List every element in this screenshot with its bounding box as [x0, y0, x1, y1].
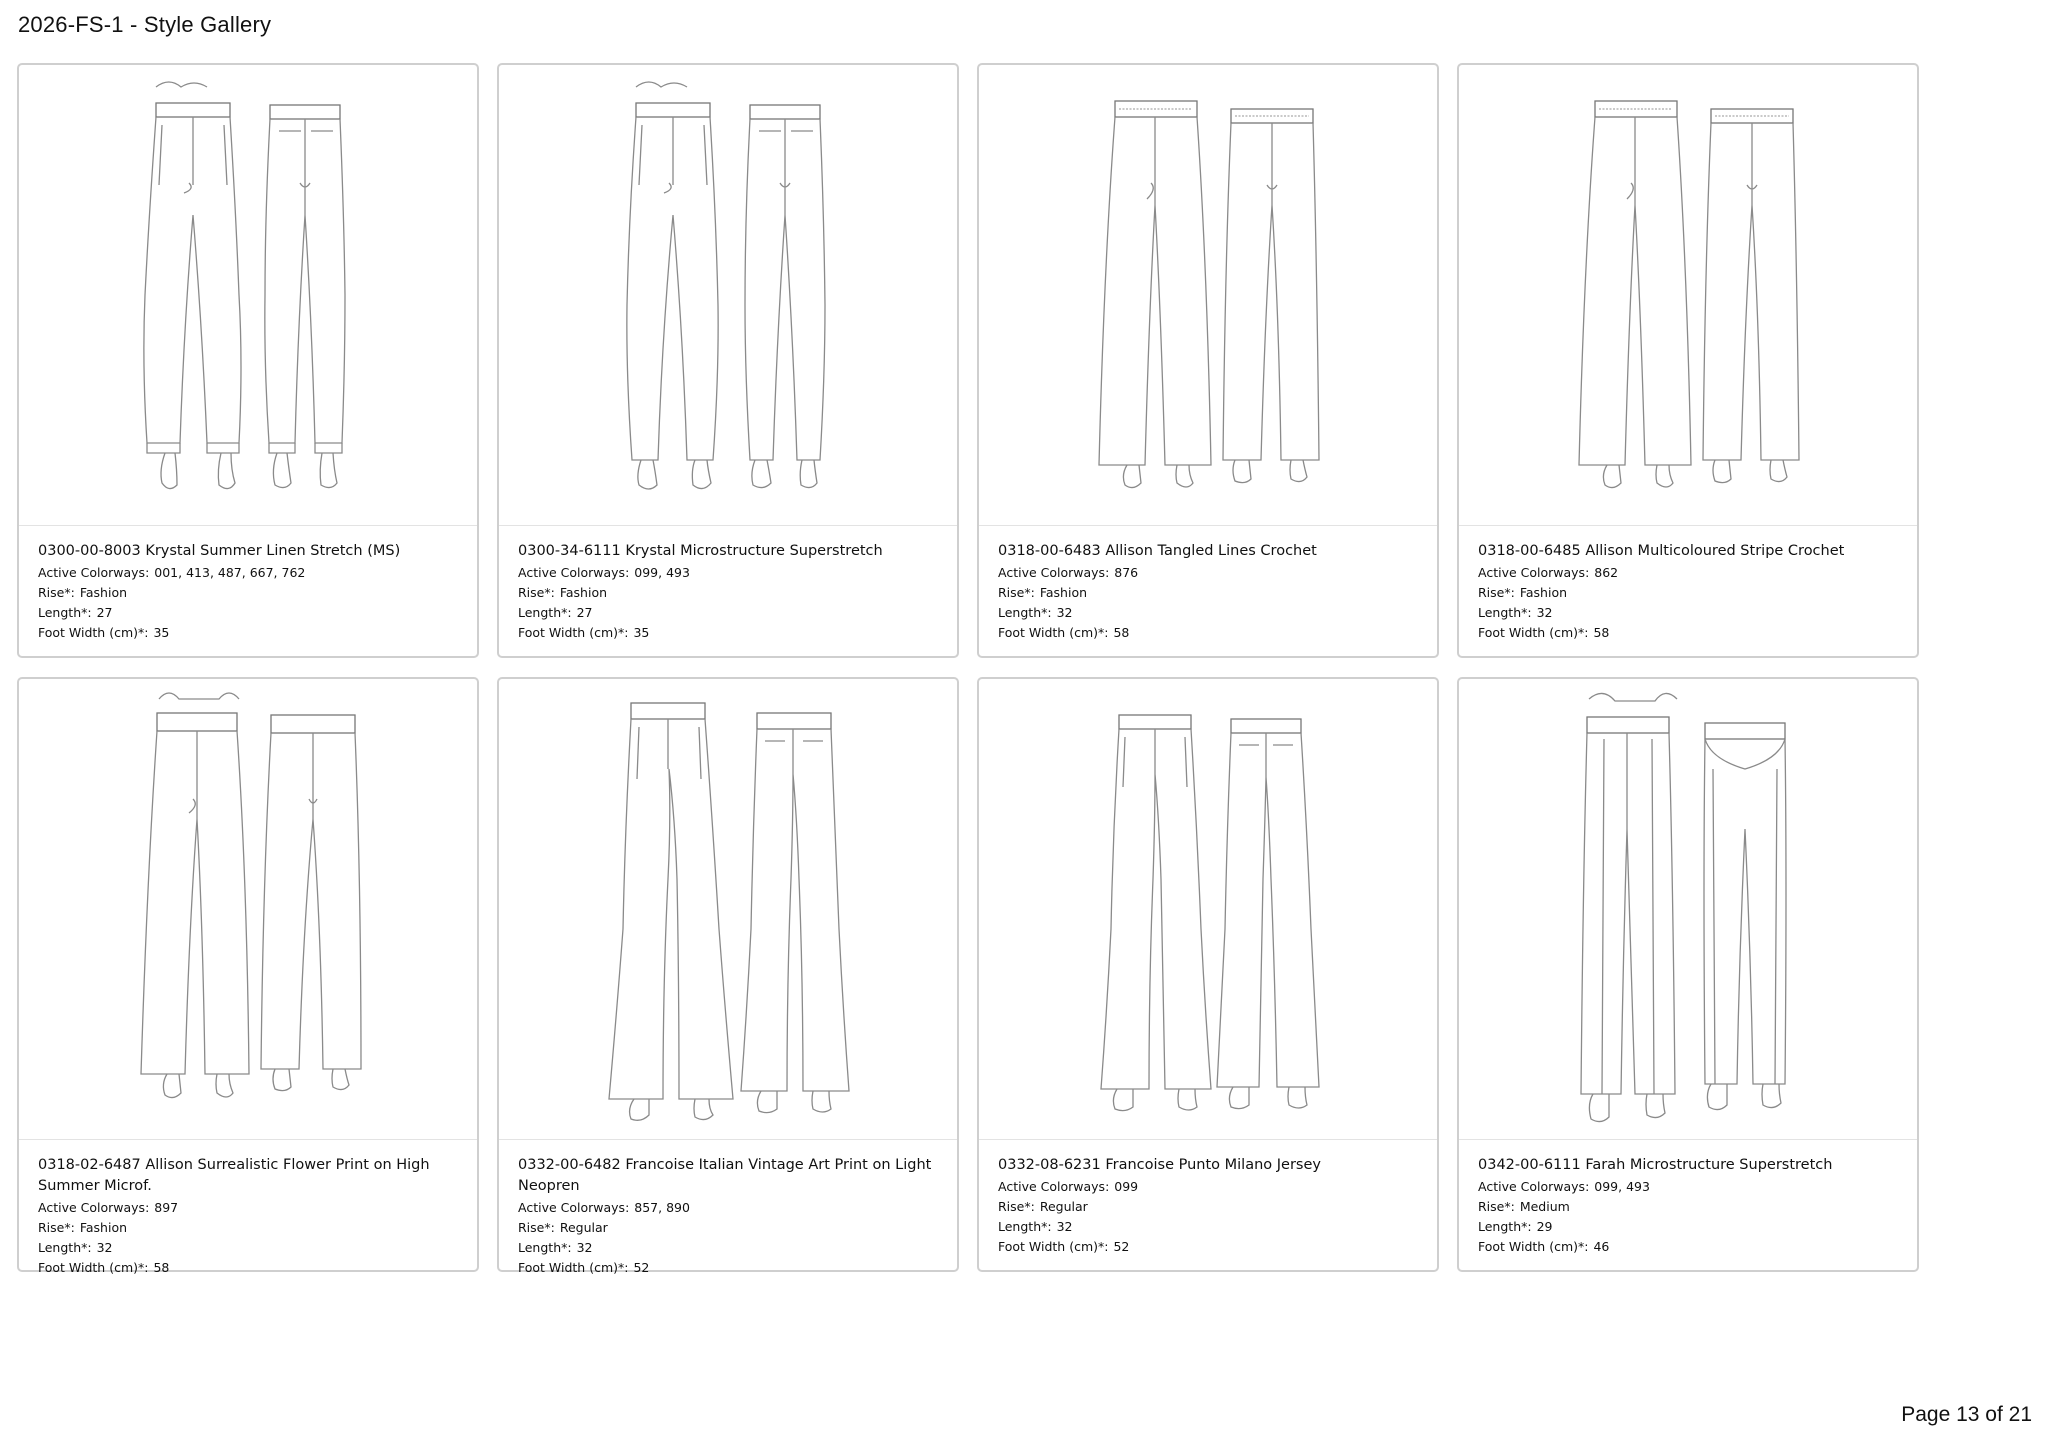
style-card[interactable] — [17, 63, 479, 658]
colorways-value: 099, 493 — [1594, 1179, 1650, 1194]
rise-row — [518, 1218, 943, 1238]
card-info — [38, 541, 463, 643]
length-row — [38, 1238, 463, 1258]
rise-label: Rise*: — [998, 1199, 1035, 1214]
rise-value: Fashion — [79, 1220, 128, 1235]
card-info — [518, 541, 943, 643]
colorways-label: Active Colorways: — [1478, 565, 1590, 580]
style-card[interactable] — [977, 63, 1439, 658]
wide-leg-trousers-icon — [1459, 65, 1917, 525]
rise-row — [1478, 1197, 1903, 1217]
tapered-trousers-icon — [499, 65, 957, 525]
foot-width-value: 35 — [633, 625, 650, 640]
style-title: 0332-08-6231 Francoise Punto Milano Jersey — [998, 1157, 1321, 1173]
card-divider — [979, 1139, 1437, 1140]
style-card[interactable] — [977, 677, 1439, 1272]
colorways-value: 857, 890 — [634, 1200, 690, 1215]
straight-seamed-trousers-icon — [1459, 679, 1917, 1139]
style-card[interactable] — [1457, 63, 1919, 658]
length-row — [998, 603, 1423, 623]
length-row — [998, 1217, 1423, 1237]
style-title: 0300-34-6111 Krystal Microstructure Superstretch — [518, 543, 883, 559]
wide-leg-trousers-icon — [19, 679, 477, 1139]
rise-row — [998, 583, 1423, 603]
length-value: 32 — [1056, 605, 1073, 620]
card-info — [1478, 1155, 1903, 1257]
style-title: 0318-02-6487 Allison Surrealistic Flower Print on High Summer Microf. — [38, 1157, 430, 1194]
foot-width-row — [518, 1258, 943, 1278]
colorways-row — [998, 563, 1423, 583]
tapered-cuffed-trousers-icon — [19, 65, 477, 525]
card-divider — [19, 525, 477, 526]
card-divider — [499, 1139, 957, 1140]
card-info — [518, 1155, 943, 1278]
card-info — [998, 541, 1423, 643]
rise-value: Medium — [1519, 1199, 1570, 1214]
foot-width-row — [998, 1237, 1423, 1257]
foot-width-label: Foot Width (cm)*: — [1478, 625, 1589, 640]
rise-value: Fashion — [1039, 585, 1088, 600]
style-card[interactable] — [17, 677, 479, 1275]
card-divider — [499, 525, 957, 526]
length-label: Length*: — [38, 605, 92, 620]
length-row — [518, 1238, 943, 1258]
colorways-label: Active Colorways: — [38, 1200, 150, 1215]
foot-width-row — [518, 623, 943, 643]
foot-width-label: Foot Width (cm)*: — [38, 625, 149, 640]
page-number: Page 13 of 21 — [1901, 1403, 2032, 1426]
length-row — [518, 603, 943, 623]
colorways-row — [518, 1198, 943, 1218]
foot-width-label: Foot Width (cm)*: — [38, 1260, 149, 1275]
style-title: 0300-00-8003 Krystal Summer Linen Stretch (MS) — [38, 543, 401, 559]
rise-label: Rise*: — [1478, 585, 1515, 600]
rise-label: Rise*: — [38, 585, 75, 600]
colorways-value: 862 — [1594, 565, 1619, 580]
rise-label: Rise*: — [998, 585, 1035, 600]
foot-width-label: Foot Width (cm)*: — [998, 625, 1109, 640]
rise-value: Fashion — [559, 585, 608, 600]
card-divider — [979, 525, 1437, 526]
card-divider — [19, 1139, 477, 1140]
colorways-row — [38, 563, 463, 583]
flared-trousers-icon — [499, 679, 957, 1139]
colorways-value: 099 — [1114, 1179, 1139, 1194]
length-label: Length*: — [998, 1219, 1052, 1234]
colorways-label: Active Colorways: — [998, 565, 1110, 580]
page-title: 2026-FS-1 - Style Gallery — [18, 12, 272, 37]
card-info — [38, 1155, 463, 1278]
colorways-value: 876 — [1114, 565, 1139, 580]
style-title: 0318-00-6483 Allison Tangled Lines Crochet — [998, 543, 1317, 559]
length-row — [1478, 1217, 1903, 1237]
length-value: 27 — [96, 605, 113, 620]
length-label: Length*: — [1478, 1219, 1532, 1234]
foot-width-row — [38, 623, 463, 643]
colorways-row — [998, 1177, 1423, 1197]
rise-label: Rise*: — [518, 1220, 555, 1235]
foot-width-value: 58 — [1593, 625, 1610, 640]
foot-width-label: Foot Width (cm)*: — [518, 625, 629, 640]
card-divider — [1459, 1139, 1917, 1140]
card-info — [998, 1155, 1423, 1257]
rise-label: Rise*: — [518, 585, 555, 600]
rise-value: Regular — [559, 1220, 608, 1235]
flared-trousers-icon — [979, 679, 1437, 1139]
foot-width-row — [1478, 623, 1903, 643]
foot-width-label: Foot Width (cm)*: — [518, 1260, 629, 1275]
foot-width-label: Foot Width (cm)*: — [998, 1239, 1109, 1254]
style-title: 0332-00-6482 Francoise Italian Vintage Art Print on Light Neopren — [518, 1157, 932, 1194]
style-card[interactable] — [497, 63, 959, 658]
rise-value: Fashion — [1519, 585, 1568, 600]
length-row — [1478, 603, 1903, 623]
rise-label: Rise*: — [1478, 1199, 1515, 1214]
foot-width-row — [38, 1258, 463, 1278]
foot-width-value: 52 — [633, 1260, 650, 1275]
colorways-row — [1478, 1177, 1903, 1197]
foot-width-row — [998, 623, 1423, 643]
colorways-row — [38, 1198, 463, 1218]
style-title: 0342-00-6111 Farah Microstructure Superstretch — [1478, 1157, 1833, 1173]
foot-width-label: Foot Width (cm)*: — [1478, 1239, 1589, 1254]
length-value: 32 — [1536, 605, 1553, 620]
style-card[interactable] — [497, 677, 959, 1275]
rise-row — [38, 583, 463, 603]
length-row — [38, 603, 463, 623]
length-value: 32 — [576, 1240, 593, 1255]
rise-value: Fashion — [79, 585, 128, 600]
rise-label: Rise*: — [38, 1220, 75, 1235]
length-label: Length*: — [518, 605, 572, 620]
colorways-label: Active Colorways: — [518, 565, 630, 580]
foot-width-value: 58 — [1113, 625, 1130, 640]
foot-width-value: 46 — [1593, 1239, 1610, 1254]
foot-width-value: 52 — [1113, 1239, 1130, 1254]
style-card[interactable] — [1457, 677, 1919, 1272]
colorways-value: 099, 493 — [634, 565, 690, 580]
rise-row — [518, 583, 943, 603]
colorways-label: Active Colorways: — [1478, 1179, 1590, 1194]
rise-row — [1478, 583, 1903, 603]
length-value: 27 — [576, 605, 593, 620]
card-divider — [1459, 525, 1917, 526]
rise-row — [38, 1218, 463, 1238]
length-label: Length*: — [518, 1240, 572, 1255]
colorways-label: Active Colorways: — [998, 1179, 1110, 1194]
foot-width-value: 35 — [153, 625, 170, 640]
wide-leg-trousers-icon — [979, 65, 1437, 525]
length-value: 32 — [96, 1240, 113, 1255]
colorways-value: 001, 413, 487, 667, 762 — [154, 565, 306, 580]
rise-value: Regular — [1039, 1199, 1088, 1214]
length-label: Length*: — [998, 605, 1052, 620]
rise-row — [998, 1197, 1423, 1217]
style-title: 0318-00-6485 Allison Multicoloured Stripe Crochet — [1478, 543, 1845, 559]
length-label: Length*: — [1478, 605, 1532, 620]
foot-width-value: 58 — [153, 1260, 170, 1275]
card-info — [1478, 541, 1903, 643]
colorways-row — [1478, 563, 1903, 583]
colorways-row — [518, 563, 943, 583]
foot-width-row — [1478, 1237, 1903, 1257]
length-value: 29 — [1536, 1219, 1553, 1234]
colorways-label: Active Colorways: — [518, 1200, 630, 1215]
length-value: 32 — [1056, 1219, 1073, 1234]
colorways-label: Active Colorways: — [38, 565, 150, 580]
length-label: Length*: — [38, 1240, 92, 1255]
colorways-value: 897 — [154, 1200, 179, 1215]
